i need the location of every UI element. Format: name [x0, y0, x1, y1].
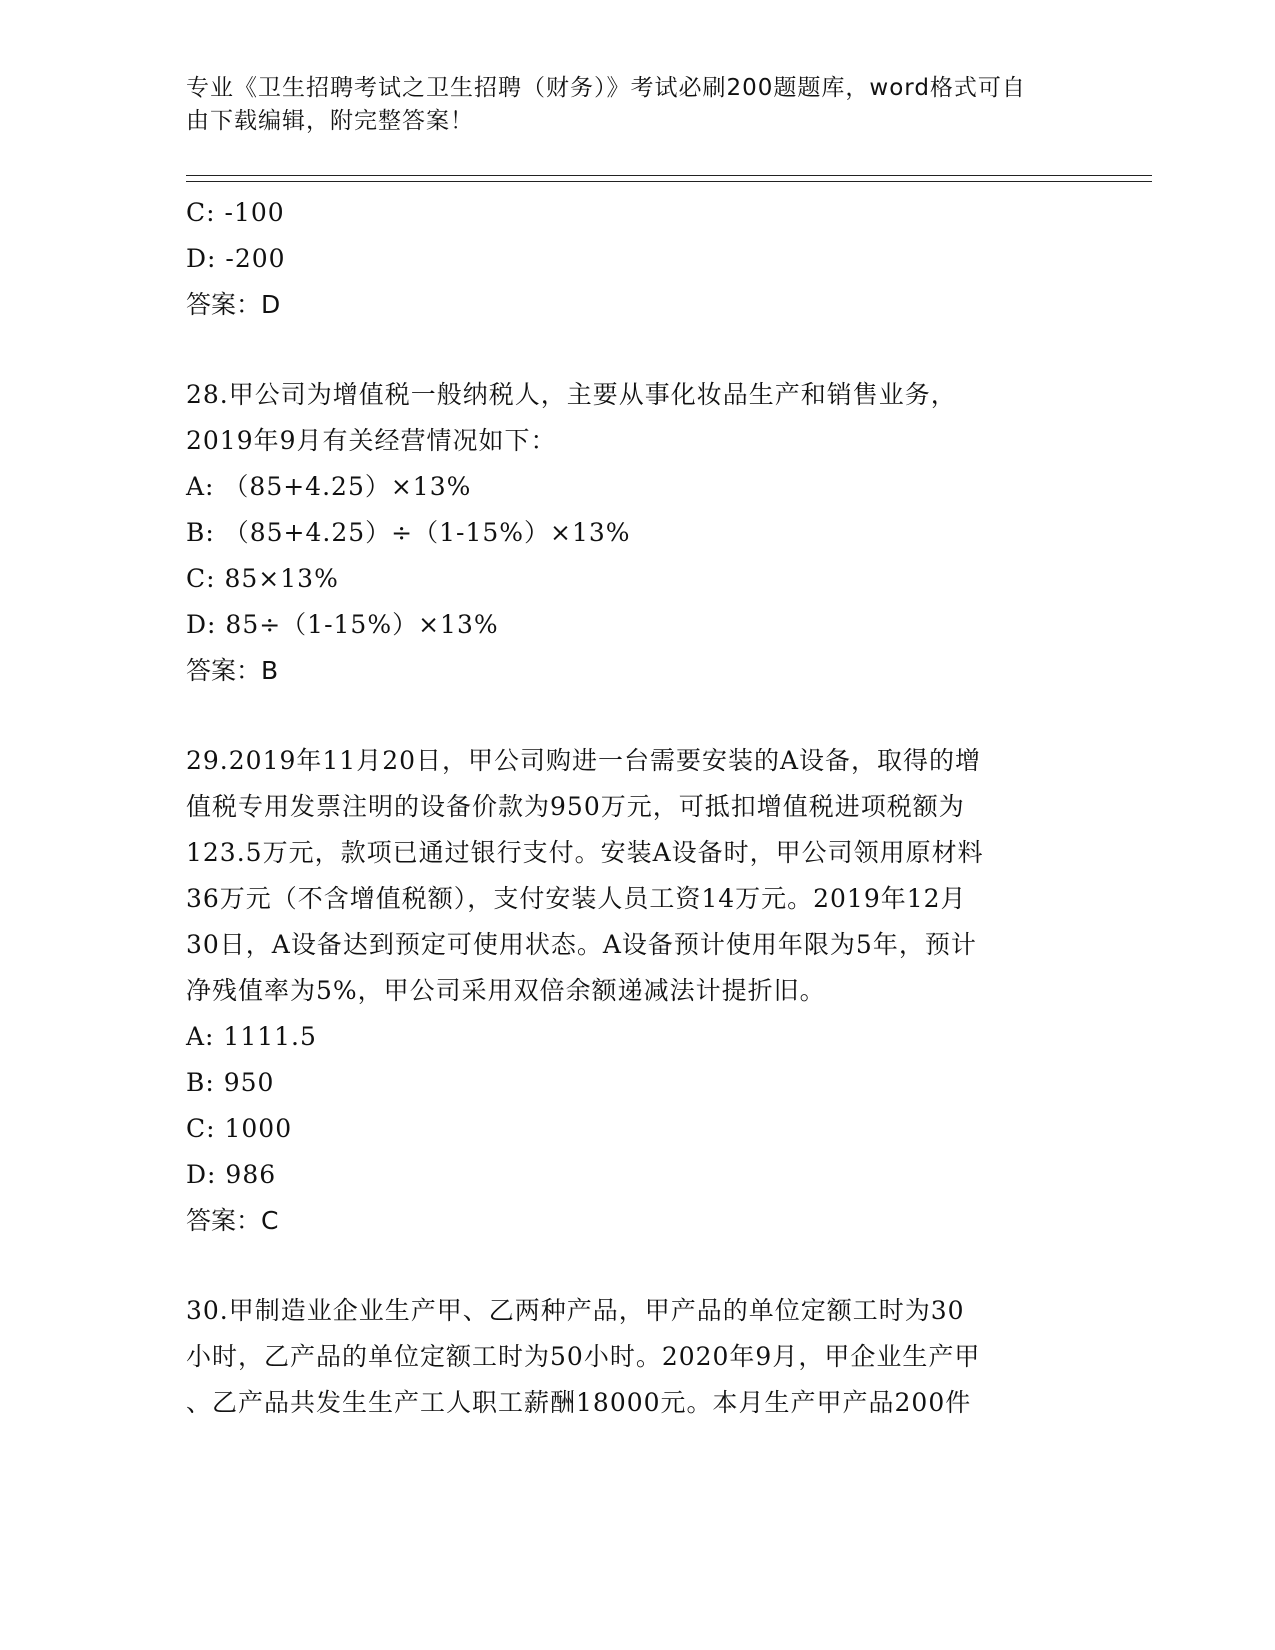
q29-stem-line-6: 净残值率为5%，甲公司采用双倍余额递减法计提折旧。 — [186, 976, 826, 1005]
question-30 — [186, 1288, 1086, 1426]
q29-stem — [186, 738, 1086, 1014]
q27-answer: 答案：D — [186, 290, 281, 319]
q29-answer: 答案：C — [186, 1206, 279, 1235]
spacer — [186, 1244, 1086, 1288]
q28-option-d: D: 85÷（1-15%）×13% — [186, 610, 499, 639]
q29-stem-line-5: 30日，A设备达到预定可使用状态。A设备预计使用年限为5年，预计 — [186, 930, 977, 959]
q28-option-c: C: 85×13% — [186, 564, 339, 593]
spacer — [186, 328, 1086, 372]
question-28 — [186, 372, 1086, 694]
q29-option-a: A: 1111.5 — [186, 1022, 317, 1051]
q29-stem-line-3: 123.5万元，款项已通过银行支付。安装A设备时，甲公司领用原材料 — [186, 838, 984, 867]
header-line-1: 专业《卫生招聘考试之卫生招聘（财务）》考试必刷200题题库，word格式可自 — [186, 75, 1026, 101]
spacer — [186, 694, 1086, 738]
q28-option-a: A: （85+4.25）×13% — [186, 472, 472, 501]
q30-stem — [186, 1288, 1086, 1426]
q28-answer: 答案：B — [186, 656, 279, 685]
header-divider-top — [186, 175, 1152, 176]
page-header — [186, 72, 1066, 138]
q28-stem-line-1: 28.甲公司为增值税一般纳税人，主要从事化妆品生产和销售业务， — [186, 380, 957, 409]
q27-option-d: D: -200 — [186, 244, 286, 273]
q28-stem-line-2: 2019年9月有关经营情况如下： — [186, 426, 557, 455]
q29-stem-line-4: 36万元（不含增值税额），支付安装人员工资14万元。2019年12月 — [186, 884, 967, 913]
q28-option-b: B: （85+4.25）÷（1-15%）×13% — [186, 518, 631, 547]
q29-stem-line-2: 值税专用发票注明的设备价款为950万元，可抵扣增值税进项税额为 — [186, 792, 965, 821]
question-29 — [186, 738, 1086, 1244]
q30-stem-line-1: 30.甲制造业企业生产甲、乙两种产品，甲产品的单位定额工时为30 — [186, 1296, 965, 1325]
question-27 — [186, 190, 1086, 328]
q29-option-d: D: 986 — [186, 1160, 277, 1189]
q29-stem-line-1: 29.2019年11月20日，甲公司购进一台需要安装的A设备，取得的增 — [186, 746, 982, 775]
q30-stem-line-3: 、乙产品共发生生产工人职工薪酬18000元。本月生产甲产品200件 — [186, 1388, 972, 1417]
document-body — [186, 190, 1086, 1426]
q28-stem — [186, 372, 1086, 464]
q27-option-c: C: -100 — [186, 198, 285, 227]
q30-stem-line-2: 小时，乙产品的单位定额工时为50小时。2020年9月，甲企业生产甲 — [186, 1342, 981, 1371]
q29-option-b: B: 950 — [186, 1068, 275, 1097]
header-divider-bottom — [186, 181, 1152, 182]
header-line-2: 由下载编辑，附完整答案！ — [186, 108, 474, 134]
q29-option-c: C: 1000 — [186, 1114, 293, 1143]
